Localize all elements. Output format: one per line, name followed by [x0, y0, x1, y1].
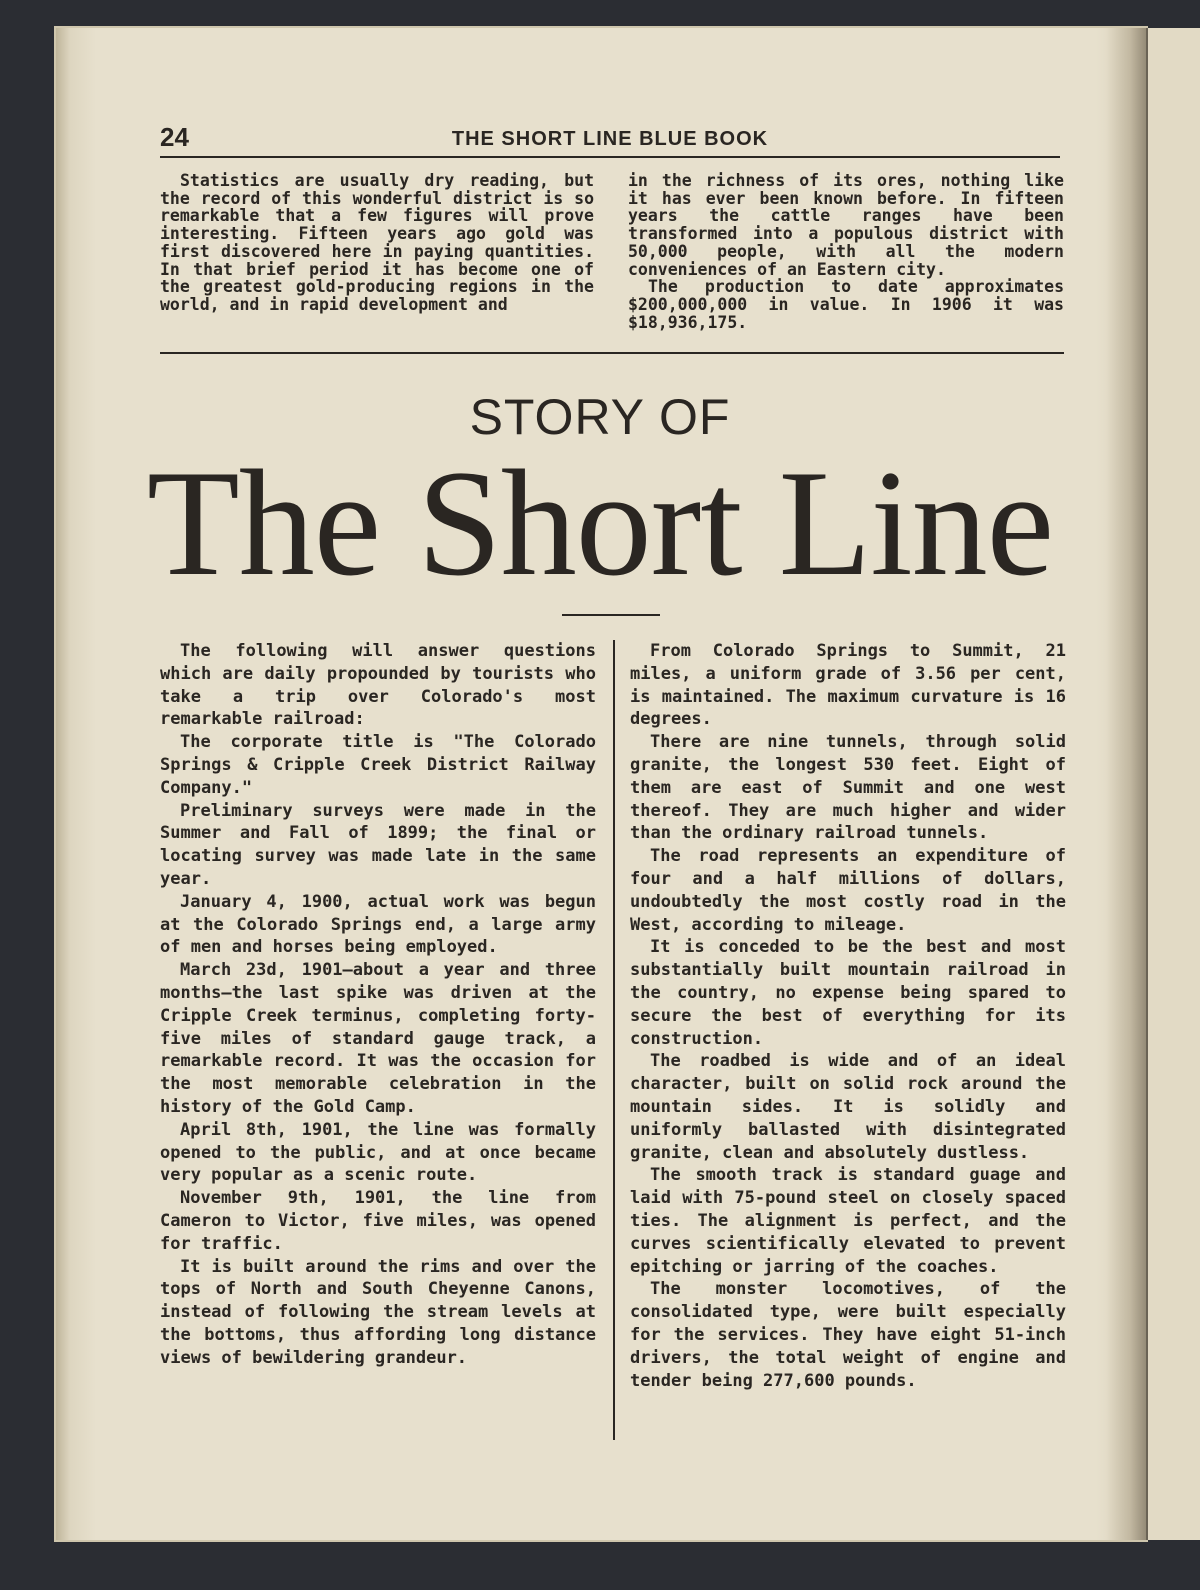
article-paragraph: The corporate title is "The Colorado Springs & Cripple Creek District Railway Company."	[160, 732, 596, 798]
section-rule	[160, 352, 1064, 354]
article-paragraph: It is conceded to be the best and most substantially built mountain railroad in the country, no expense being spared to secure the best of everything for its construction.	[630, 937, 1066, 1049]
article-column-right	[630, 640, 1066, 1392]
page-gutter-shadow	[1106, 28, 1146, 1540]
intro-column-left	[160, 172, 594, 342]
article-paragraph: The monster locomotives, of the consolidated type, were built especially for the services. They have eight 51-inch drivers, the total weight of engine and tender being 277,600 pounds.	[630, 1279, 1066, 1391]
article-paragraph: The roadbed is wide and of an ideal character, built on solid rock around the mountain sides. It is solidly and uniformly ballasted with disintegrated granite, clean and absolutely dustless.	[630, 1051, 1066, 1163]
intro-paragraph: in the richness of its ores, nothing like it has ever been known before. In fifteen years the cattle ranges have been transformed into a populous district with 50,000 people, with all the modern conveniences of an Eastern city.	[628, 171, 1064, 279]
page-number: 24	[160, 122, 189, 152]
article-paragraph: November 9th, 1901, the line from Cameron to Victor, five miles, was opened for traffic.	[160, 1188, 596, 1254]
headline-kicker: STORY OF	[469, 389, 731, 445]
headline-title: The Short Line	[146, 439, 1054, 607]
article-paragraph: It is built around the rims and over the tops of North and South Cheyenne Canons, instead of following the stream levels at the bottoms, thus affording long distance views of bewildering grandeur.	[160, 1256, 596, 1368]
article-paragraph: January 4, 1900, actual work was begun at the Colorado Springs end, a large army of men and horses being employed.	[160, 891, 596, 958]
article-paragraph: March 23d, 1901—about a year and three months—the last spike was driven at the Cripple Creek terminus, completing forty-five miles of standard gauge track, a remarkable record. It was the occasion for the most memorable celebration in the history of the Gold Camp.	[160, 960, 596, 1117]
article-paragraph: Preliminary surveys were made in the Summer and Fall of 1899; the final or locating survey was made late in the same year.	[160, 800, 596, 889]
article-paragraph: The smooth track is standard guage and laid with 75-pound steel on closely spaced ties. The alignment is perfect, and the curves scientifically elevated to prevent epitching or jarring of the coaches.	[630, 1165, 1066, 1277]
article-paragraph: There are nine tunnels, through solid granite, the longest 530 feet. Eight of them are east of Summit and one west thereof. They are much higher and wider than the ordinary railroad tunnels.	[630, 732, 1066, 844]
article-paragraph: April 8th, 1901, the line was formally opened to the public, and at once became very popular as a scenic route.	[160, 1119, 596, 1186]
article-column-left	[160, 640, 596, 1370]
article-paragraph: From Colorado Springs to Summit, 21 miles, a uniform grade of 3.56 per cent, is maintained. The maximum curvature is 16 degrees.	[630, 641, 1066, 730]
facing-page-edge	[1146, 28, 1200, 1540]
title-rule	[562, 614, 660, 616]
intro-paragraph: Statistics are usually dry reading, but the record of this wonderful district is so remarkable that a few figures will prove interesting. Fifteen years ago gold was first discovered here in paying quantities. In that brief period it has become one of the greatest gold-producing regions in the world, and in rapid development and	[160, 171, 594, 314]
article-paragraph: The road represents an expenditure of four and a half millions of dollars, undoubtedly the most costly road in the West, according to mileage.	[630, 846, 1066, 935]
page-left-edge	[56, 28, 70, 1540]
running-head	[160, 122, 1060, 158]
intro-paragraph: The production to date approximates $200,000,000 in value. In 1906 it was $18,936,175.	[628, 277, 1064, 332]
book-title: THE SHORT LINE BLUE BOOK	[451, 128, 769, 150]
article-paragraph: The following will answer questions which are daily propounded by tourists who take a trip over Colorado's most remarkable railroad:	[160, 641, 596, 730]
column-divider	[613, 640, 615, 1440]
intro-column-right	[628, 172, 1064, 342]
